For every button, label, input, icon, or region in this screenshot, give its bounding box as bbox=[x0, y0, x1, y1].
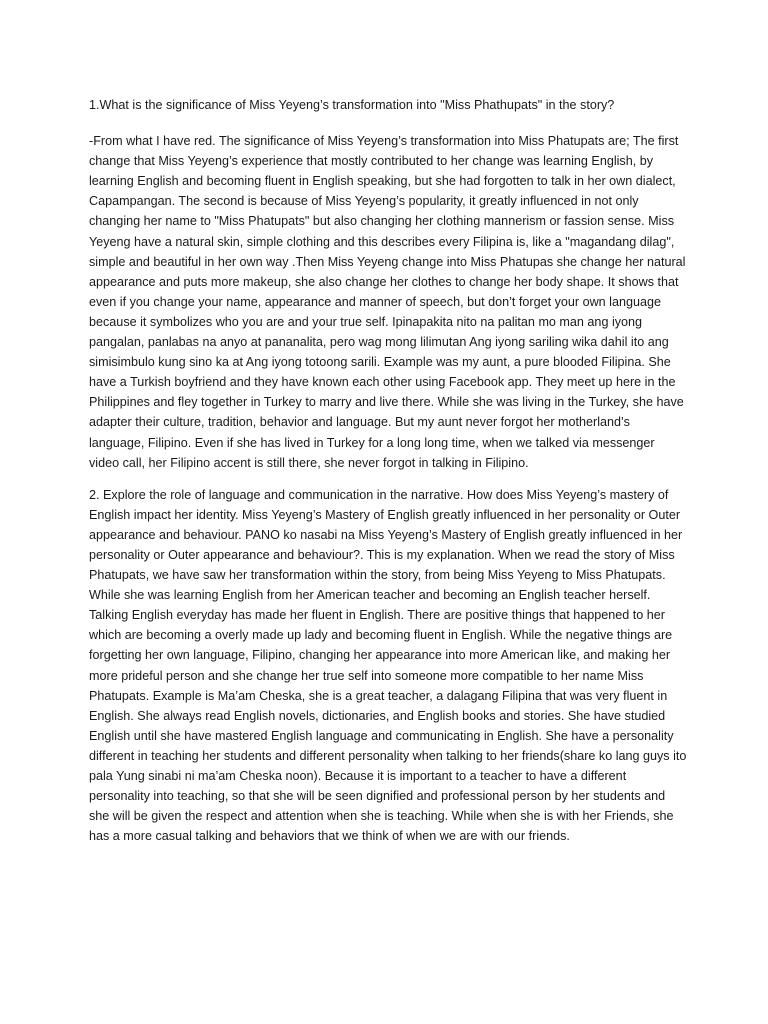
question-2-paragraph: 2. Explore the role of language and communication in the narrative. How does Miss Yeyeng’s mastery of English impact her identity. Miss Yeyeng’s Mastery of English greatly influenced in her personality or Outer appearance and behaviour. PANO ko nasabi na Miss Yeyeng’s Mastery of English greatly influenced in her personality or Outer appearance and behaviour?. This is my explanation. When we read the story of Miss Phatupats, we have saw her transformation within the story, from being Miss Yeyeng to Miss Phatupats. While she was learning English from her American teacher and becoming an English teacher herself. Talking English everyday has made her fluent in English. There are positive things that happened to her which are becoming a overly made up lady and becoming fluent in English. While the negative things are forgetting her own language, Filipino, changing her appearance into more American like, and making her more prideful person and she change her true self into someone more compatible to her name Miss Phatupats. Example is Ma’am Cheska, she is a great teacher, a dalagang Filipina that was very fluent in English. She always read English novels, dictionaries, and English books and stories. She have studied English until she have mastered English language and communicating in English. She have a personality different in teaching her students and different personality when talking to her friends(share ko lang guys ito pala Yung sinabi ni ma’am Cheska noon). Because it is important to a teacher to have a different personality into teaching, so that she will be seen dignified and professional person by her students and she will be given the respect and attention when she is teaching. While when she is with her Friends, she has a more casual talking and behaviors that we think of when we are with our friends. bbox=[89, 487, 687, 844]
question-1: 1.What is the significance of Miss Yeyeng’s transformation into "Miss Phathupats" in the story? bbox=[89, 98, 615, 112]
answer-1-paragraph: -From what I have red. The significance of Miss Yeyeng’s transformation into Miss Phatupats are; The first change that Miss Yeyeng’s experience that mostly contributed to her change was learning English, by learning English and becoming fluent in English speaking, but she had forgotten to talk in her own dialect, Capampangan. The second is because of Miss Yeyeng’s popularity, it greatly influenced in not only changing her name to "Miss Phatupats" but also changing her clothing mannerism or fassion sense. Miss Yeyeng have a natural skin, simple clothing and this describes every Filipina is, like a "magandang dilag", simple and beautiful in her own way .Then Miss Yeyeng change into Miss Phatupas she change her natural appearance and puts more makeup, she also change her clothes to change her body shape. It shows that even if you change your name, appearance and manner of speech, but don’t forget your own language because it symbolizes who you are and your true self. Ipinapakita nito na palitan mo man ang iyong pangalan, panlabas na anyo at pananalita, pero wag mong lilimutan Ang iyong sariling wika dahil ito ang simisimbulo kung sino ka at Ang iyong totoong sarili. Example was my aunt, a pure blooded Filipina. She have a Turkish boyfriend and they have known each other using Facebook app. They meet up here in the Philippines and fley together in Turkey to marry and live there. While she was living in the Turkey, she have adapter their culture, tradition, behavior and language. But my aunt never forgot her motherland’s language, Filipino. Even if she has lived in Turkey for a long long time, when we talked via messenger video call, her Filipino accent is still there, she never forgot in talking in Filipino. bbox=[89, 134, 686, 470]
